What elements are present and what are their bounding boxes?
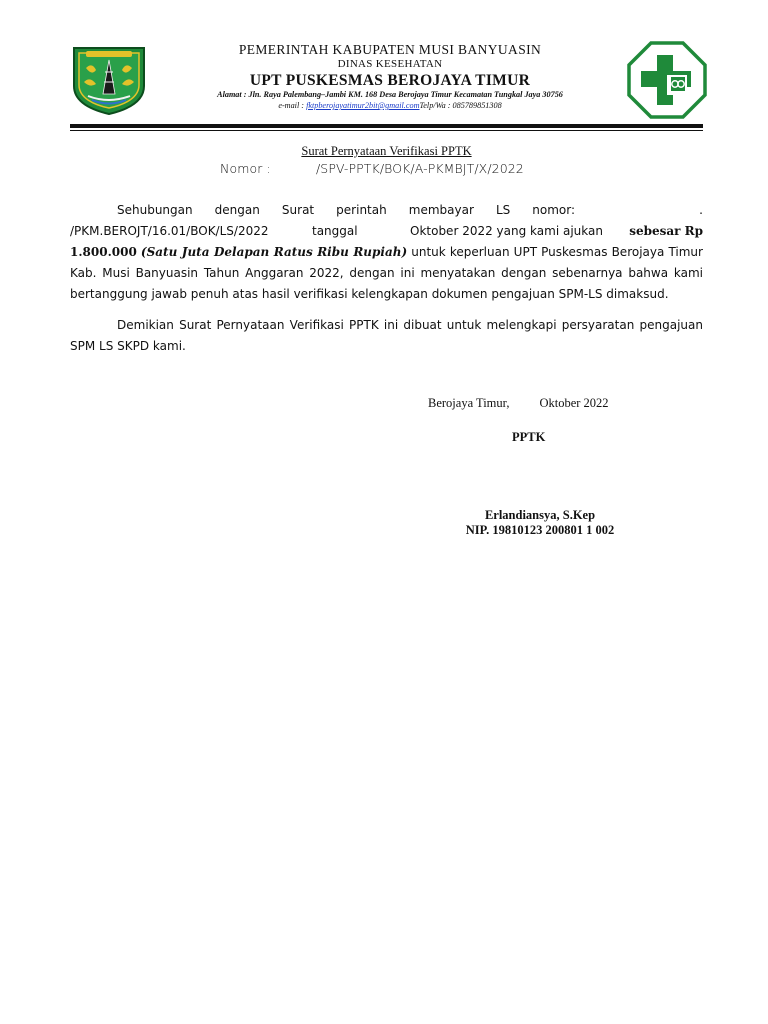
puskesmas-cross-icon (627, 41, 707, 119)
paragraph-1-line-1: Sehubungan dengan Surat perintah membayar LS nomor: . (117, 203, 703, 217)
paragraph-1 (70, 200, 703, 305)
signatory-name: Erlandiansya, S.Kep (484, 508, 596, 522)
paragraph-1-line-3: 1.800.000 (Satu Juta Delapan Ratus Ribu Rupiah) untuk keperluan UPT Puskesmas Berojaya Timur (70, 245, 703, 259)
nomor-value: /SPV-PPTK/BOK/A-PKMBJT/X/2022 (316, 161, 524, 176)
paragraph-1-line-4: Kab. Musi Banyuasin Tahun Anggaran 2022, dengan ini menyatakan dengan sebenarnya bahwa kami (70, 266, 703, 280)
amount-words: (Satu Juta Delapan Ratus Ribu Rupiah) (140, 245, 408, 259)
contact-line (160, 100, 620, 111)
place-date (428, 396, 609, 411)
paragraph-1-line-5: bertanggung jawab penuh atas hasil verifikasi kelengkapan dokumen pengajuan SPM-LS dimaksud. (70, 287, 669, 301)
institution-name: UPT PUSKESMAS BEROJAYA TIMUR (249, 72, 531, 89)
header-divider-thin (70, 130, 703, 131)
email-link[interactable]: fktpberojayatimur2bit@gmail.com (306, 101, 420, 110)
paragraph-1-line-2: /PKM.BEROJT/16.01/BOK/LS/2022 tanggal Oktober 2022 yang kami ajukan sebesar Rp (70, 224, 703, 238)
email-label: e-mail : (278, 101, 307, 110)
address-line: Alamat : Jln. Raya Palembang–Jambi KM. 168 Desa Berojaya Timur Kecamatan Tungkal Jaya 30756 (217, 90, 563, 99)
paragraph-2-line-2: SPM LS SKPD kami. (70, 339, 186, 353)
phone-text: Telp/Wa : 085789851308 (419, 101, 502, 110)
government-name: PEMERINTAH KABUPATEN MUSI BANYUASIN (238, 42, 542, 57)
signatory-block (450, 508, 630, 538)
signatory-nip: NIP. 19810123 200801 1 002 (465, 523, 615, 537)
place-text: Berojaya Timur, (428, 396, 510, 410)
document-number (220, 161, 524, 176)
document-title: Surat Pernyataan Verifikasi PPTK (301, 144, 472, 158)
paragraph-2 (70, 315, 703, 357)
musi-banyuasin-emblem-icon (68, 42, 150, 116)
amount-value: 1.800.000 (70, 245, 137, 259)
letterhead (160, 42, 620, 111)
header-divider-thick (70, 124, 703, 128)
date-text: Oktober 2022 (539, 396, 609, 410)
department-name: DINAS KESEHATAN (337, 58, 443, 70)
paragraph-2-line-1: Demikian Surat Pernyataan Verifikasi PPTK ini dibuat untuk melengkapi persyaratan pengajuan (117, 318, 703, 332)
signatory-role: PPTK (512, 430, 546, 444)
nomor-label: Nomor : (220, 161, 271, 176)
